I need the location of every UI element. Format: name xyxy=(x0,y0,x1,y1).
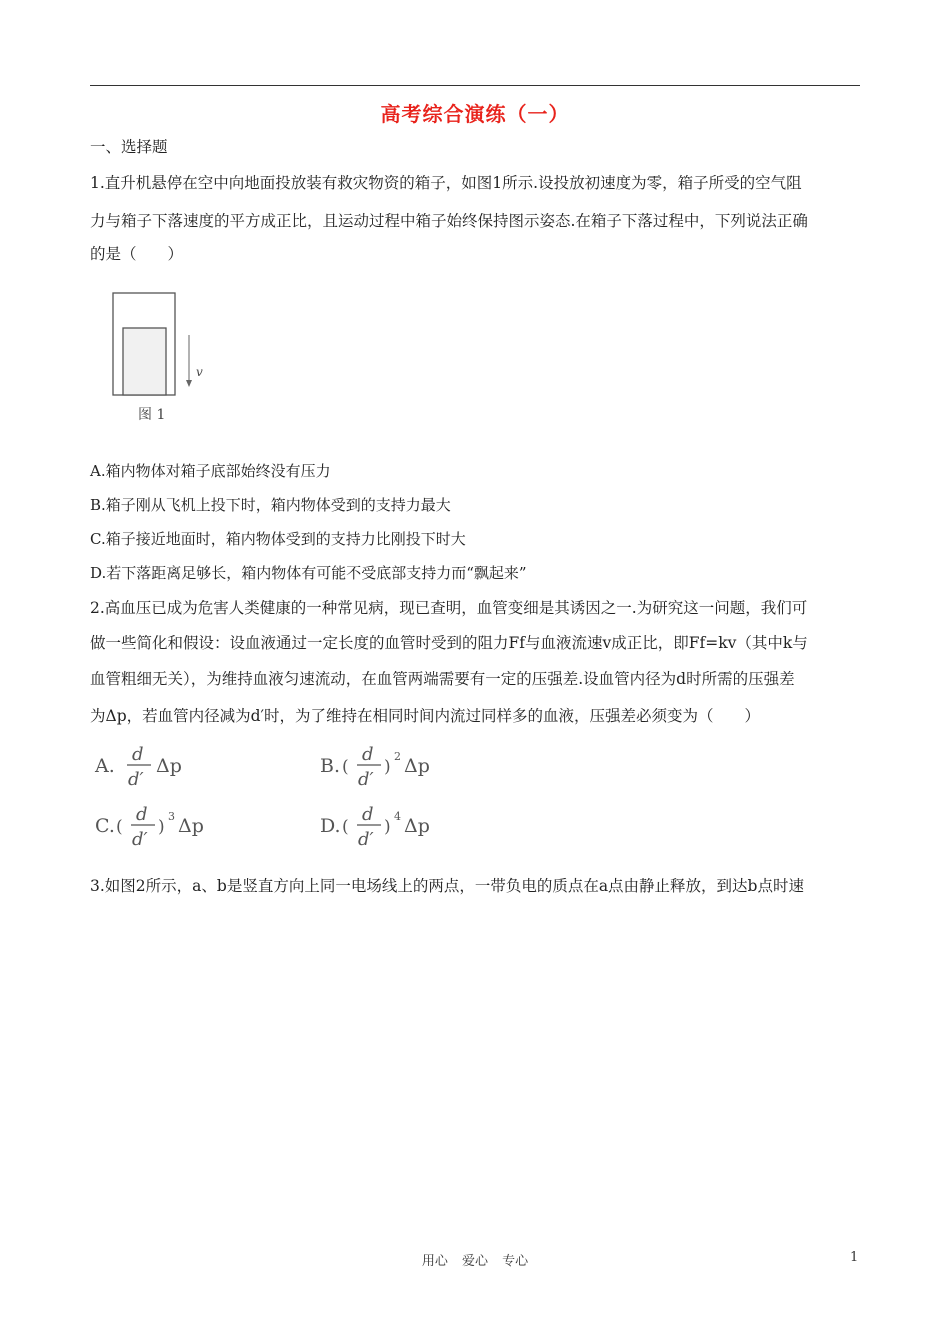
question-1-line-2: 力与箱子下落速度的平方成正比，且运动过程中箱子始终保持图示姿态.在箱子下落过程中，下列说法正确 xyxy=(90,212,808,230)
svg-text:A.: A. xyxy=(95,755,115,777)
svg-text:d: d xyxy=(362,804,374,825)
figure-1-caption: 图 1 xyxy=(138,407,166,423)
svg-text:d′: d′ xyxy=(128,769,144,790)
section-heading: 一、选择题 xyxy=(90,138,168,156)
inner-cargo xyxy=(123,328,166,395)
svg-text:d: d xyxy=(132,744,144,765)
svg-text:4: 4 xyxy=(394,810,401,823)
question-2-line-2: 做一些简化和假设：设血液通过一定长度的血管时受到的阻力Ff与血液流速v成正比，即Ff=kv（其中k与 xyxy=(90,634,808,652)
figure-1-box-diagram xyxy=(110,290,220,409)
svg-text:C.: C. xyxy=(95,815,115,837)
question-2-line-3: 血管粗细无关），为维持血液匀速流动，在血管两端需要有一定的压强差.设血管内径为d时所需的压强差 xyxy=(90,670,795,688)
svg-text:(: ( xyxy=(342,817,349,837)
q1-option-d: D.若下落距离足够长，箱内物体有可能不受底部支持力而“飘起来” xyxy=(90,564,527,582)
svg-text:(: ( xyxy=(116,817,123,837)
q2-option-d xyxy=(320,800,460,855)
page-number: 1 xyxy=(850,1250,859,1265)
svg-text:Δp: Δp xyxy=(178,815,204,837)
q1-option-a: A.箱内物体对箱子底部始终没有压力 xyxy=(90,462,331,480)
question-1-line-3: 的是（ ） xyxy=(90,245,184,263)
svg-text:d′: d′ xyxy=(358,829,374,850)
svg-text:3: 3 xyxy=(168,810,175,823)
question-3-line-1: 3.如图2所示，a、b是竖直方向上同一电场线上的两点，一带负电的质点在a点由静止释放，到达b点时速 xyxy=(90,877,804,895)
svg-text:): ) xyxy=(384,757,391,777)
page-title: 高考综合演练（一） xyxy=(380,102,570,126)
svg-text:Δp: Δp xyxy=(404,815,430,837)
svg-text:): ) xyxy=(158,817,165,837)
svg-text:): ) xyxy=(384,817,391,837)
svg-text:D.: D. xyxy=(320,815,341,837)
footer-slogan: 用心 爱心 专心 xyxy=(421,1254,529,1269)
svg-text:d′: d′ xyxy=(358,769,374,790)
question-2-line-1: 2.高血压已成为危害人类健康的一种常见病，现已查明，血管变细是其诱因之一.为研究这一问题，我们可 xyxy=(90,599,808,617)
q2-option-c xyxy=(92,800,232,855)
svg-text:d: d xyxy=(362,744,374,765)
q1-option-b: B.箱子刚从飞机上投下时，箱内物体受到的支持力最大 xyxy=(90,496,451,514)
q1-option-c: C.箱子接近地面时，箱内物体受到的支持力比刚投下时大 xyxy=(90,530,466,548)
svg-text:2: 2 xyxy=(394,750,401,763)
header-rule xyxy=(90,85,860,86)
svg-text:d: d xyxy=(136,804,148,825)
q2-option-a xyxy=(92,740,232,795)
svg-text:(: ( xyxy=(342,757,349,777)
velocity-label: v xyxy=(196,365,203,379)
question-2-line-4: 为Δp，若血管内径减为d′时，为了维持在相同时间内流过同样多的血液，压强差必须变为（ ） xyxy=(90,707,761,725)
svg-text:Δp: Δp xyxy=(404,755,430,777)
q2-option-b xyxy=(320,740,460,795)
svg-text:Δp: Δp xyxy=(156,755,182,777)
question-1-line-1: 1.直升机悬停在空中向地面投放装有救灾物资的箱子，如图1所示.设投放初速度为零，箱子所受的空气阻 xyxy=(90,174,802,192)
svg-text:d′: d′ xyxy=(132,829,148,850)
svg-text:B.: B. xyxy=(320,755,341,777)
